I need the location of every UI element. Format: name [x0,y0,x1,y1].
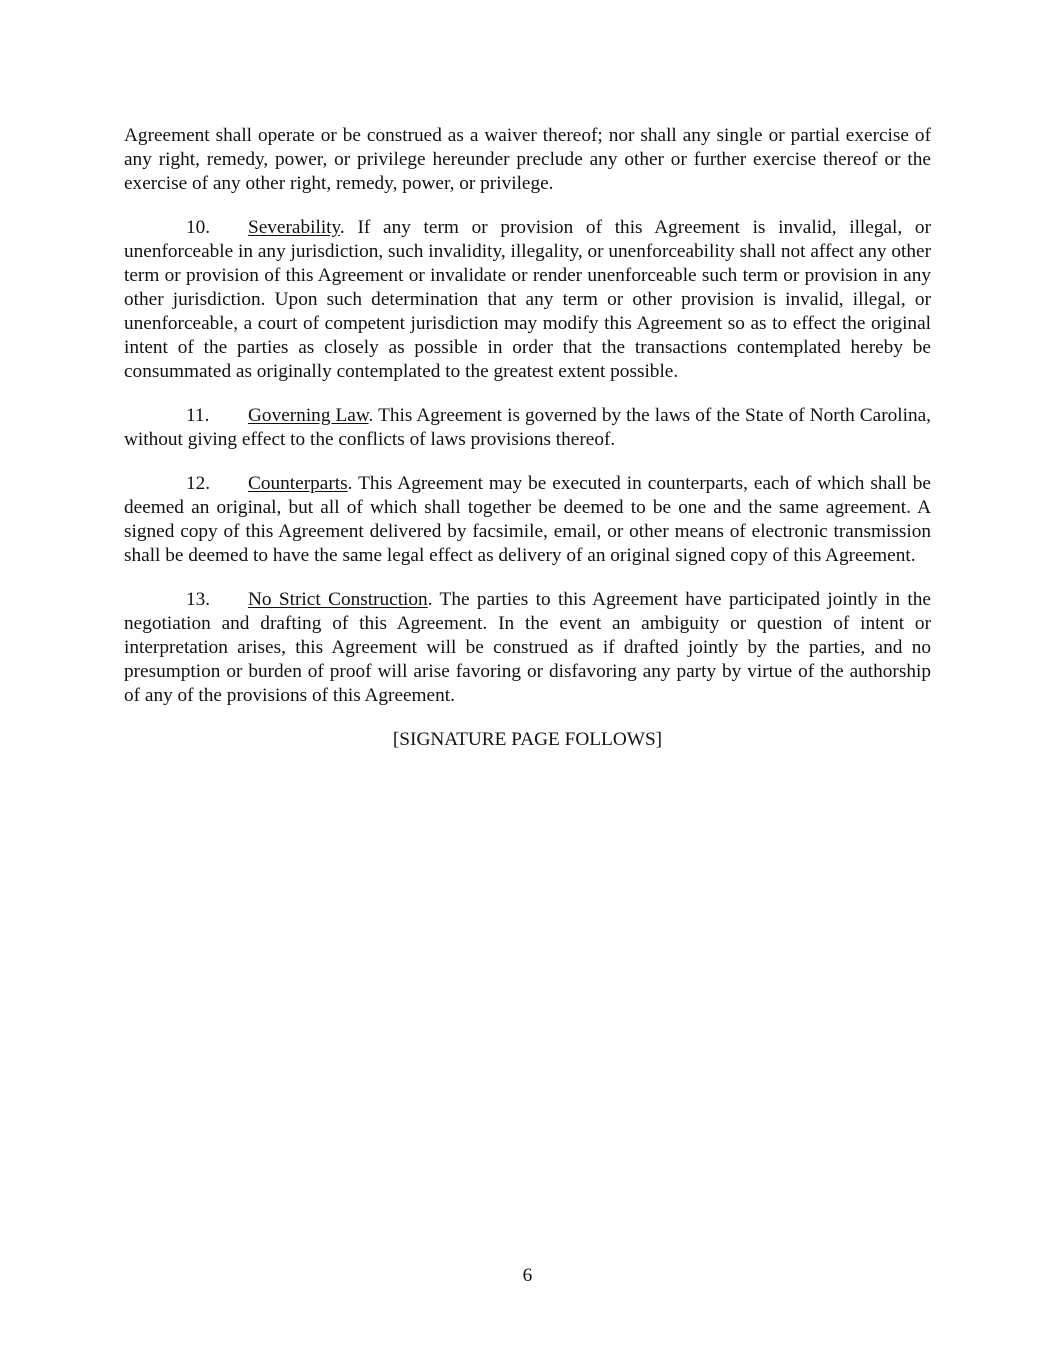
document-page [124,124,931,772]
section-body: . If any term or provision of this Agreement is invalid, illegal, or unenforceable in any jurisdiction, such invalidity, illegality, or unenforceability shall not affect any other term or provision of this Agreement or invalidate or render unenforceable such term or provision in any other jurisdiction. Upon such determination that any term or other provision is invalid, illegal, or unenforceable, a court of competent jurisdiction may modify this Agreement so as to effect the original intent of the parties as closely as possible in order that the transactions contemplated hereby be consummated as originally contemplated to the greatest extent possible. [124,217,931,382]
signature-page-note: [SIGNATURE PAGE FOLLOWS] [392,729,663,750]
section-number: 11. [186,405,210,426]
section-heading: Counterparts [248,473,348,494]
section-body: . This Agreement may be executed in counterparts, each of which shall be deemed an original, but all of which shall together be deemed to be one and the same agreement. A signed copy of this Agreement delivered by facsimile, email, or other means of electronic transmission shall be deemed to have the same legal effect as delivery of an original signed copy of this Agreement. [124,473,931,566]
section-number: 13. [186,589,211,610]
section-12 [124,472,931,568]
section-11 [124,404,931,452]
section-heading: Severability [248,217,340,238]
section-10 [124,216,931,384]
section-heading: No Strict Construction [248,589,428,610]
section-body: . The parties to this Agreement have participated jointly in the negotiation and drafting of this Agreement. In the event an ambiguity or question of intent or interpretation arises, this Agreement will be construed as if drafted jointly by the parties, and no presumption or burden of proof will arise favoring or disfavoring any party by virtue of the authorship of any of the provisions of this Agreement. [124,589,931,706]
section-heading: Governing Law [248,405,369,426]
continuation-paragraph: Agreement shall operate or be construed as a waiver thereof; nor shall any single or partial exercise of any right, remedy, power, or privilege hereunder preclude any other or further exercise thereof or the exercise of any other right, remedy, power, or privilege. [124,125,931,194]
section-13 [124,588,931,708]
section-number: 12. [186,473,211,494]
page-number: 6 [522,1265,533,1286]
section-body: . This Agreement is governed by the laws of the State of North Carolina, without giving effect to the conflicts of laws provisions thereof. [124,405,931,450]
section-number: 10. [186,217,211,238]
